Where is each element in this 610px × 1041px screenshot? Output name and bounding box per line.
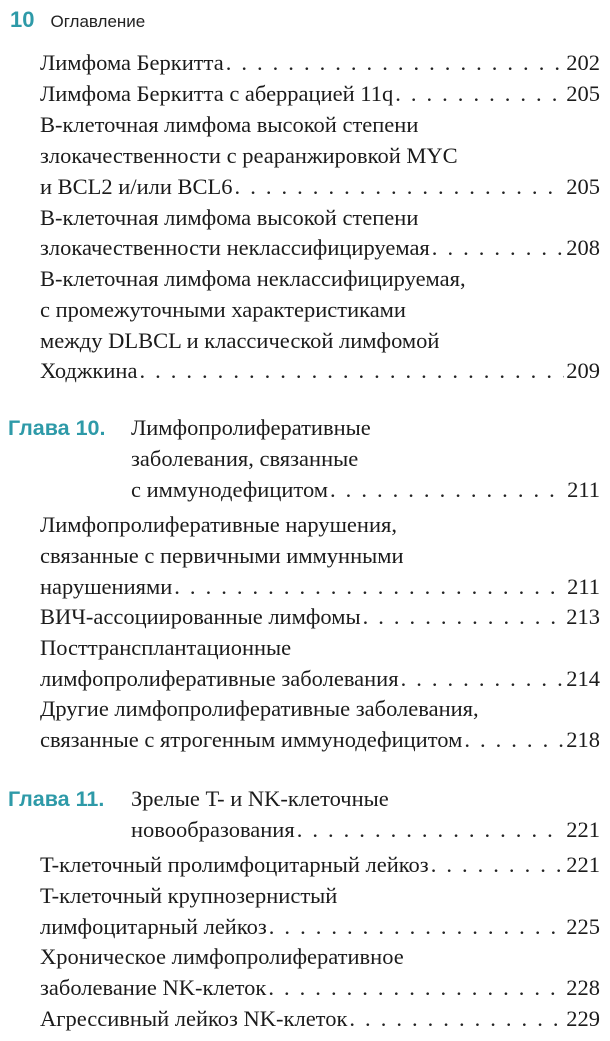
toc-entry-line[interactable]: T-клеточный крупнозернистый xyxy=(40,883,338,908)
chapter-entry[interactable]: с иммунодефицитом . . . 211 xyxy=(131,475,600,505)
toc-page-ref: 221 xyxy=(566,852,600,877)
toc-entry[interactable]: T-клеточный пролимфоцитарный лейкоз . . . 221 xyxy=(40,850,600,880)
chapter-title-line[interactable]: заболевания, связанные xyxy=(131,446,359,471)
toc-entry[interactable]: Лимфома Беркитта . . . 202 xyxy=(40,48,600,78)
toc-entry[interactable]: Лимфома Беркитта с аберрацией 11q . . . 205 xyxy=(40,79,600,109)
toc-page-ref: 214 xyxy=(566,666,600,691)
toc-page-ref: 213 xyxy=(566,604,600,629)
toc-entry-line[interactable]: злокачественности с реаранжировкой MYC xyxy=(40,143,458,168)
toc-entry-line[interactable]: Лимфопролиферативные нарушения, xyxy=(40,512,397,537)
toc-entry[interactable]: лимфопролиферативные заболевания . . . 214 xyxy=(40,664,600,694)
toc-entry-line[interactable]: между DLBCL и классической лимфомой xyxy=(40,328,440,353)
running-head-title: Оглавление xyxy=(50,12,146,31)
toc-entry-line[interactable]: Посттрансплантационные xyxy=(40,635,292,660)
toc-page-ref: 225 xyxy=(566,914,600,939)
toc-entry-line[interactable]: B-клеточная лимфома неклассифицируемая, xyxy=(40,266,466,291)
toc-page-ref: 221 xyxy=(566,817,600,842)
toc-page-ref: 205 xyxy=(566,81,600,106)
toc-entry-line[interactable]: Другие лимфопролиферативные заболевания, xyxy=(40,696,479,721)
toc-page-ref: 208 xyxy=(566,235,600,260)
toc-page-ref: 229 xyxy=(566,1006,600,1031)
toc-page-ref: 218 xyxy=(566,727,600,752)
toc-page-ref: 211 xyxy=(567,574,600,599)
running-head xyxy=(10,7,145,33)
toc-page-ref: 202 xyxy=(566,50,600,75)
toc-entry-line[interactable]: Хроническое лимфопролиферативное xyxy=(40,944,404,969)
toc-entry[interactable]: Ходжкина . . . 209 xyxy=(40,356,600,386)
toc-entry[interactable]: Агрессивный лейкоз NK-клеток . . . 229 xyxy=(40,1004,600,1034)
toc-page-ref: 205 xyxy=(566,174,600,199)
toc-entry[interactable]: и BCL2 и/или BCL6 . . . 205 xyxy=(40,172,600,202)
toc-entry-line[interactable]: B-клеточная лимфома высокой степени xyxy=(40,205,419,230)
toc-entry-line[interactable]: B-клеточная лимфома высокой степени xyxy=(40,112,419,137)
chapter-entry[interactable]: новообразования . . . 221 xyxy=(131,815,600,845)
toc-entry[interactable]: ВИЧ-ассоциированные лимфомы . . . 213 xyxy=(40,602,600,632)
toc-entry-line[interactable]: связанные с первичными иммунными xyxy=(40,543,404,568)
toc-entry-line[interactable]: с промежуточными характеристиками xyxy=(40,297,406,322)
chapter-label: Глава 10. xyxy=(8,416,106,440)
toc-entry[interactable]: связанные с ятрогенным иммунодефицитом . . . 218 xyxy=(40,725,600,755)
page-number: 10 xyxy=(10,7,35,32)
toc-page-ref: 228 xyxy=(566,975,600,1000)
toc-page-ref: 209 xyxy=(566,358,600,383)
chapter-title-line[interactable]: Лимфопролиферативные xyxy=(131,415,371,440)
toc-entry[interactable]: заболевание NK-клеток . . . 228 xyxy=(40,973,600,1003)
chapter-title-line[interactable]: Зрелые T- и NK-клеточные xyxy=(131,786,389,811)
chapter-label: Глава 11. xyxy=(8,787,105,811)
toc-page-ref: 211 xyxy=(567,477,600,502)
toc-entry[interactable]: нарушениями . . . 211 xyxy=(40,572,600,602)
toc-entry[interactable]: злокачественности неклассифицируемая . . . 208 xyxy=(40,233,600,263)
toc-entry[interactable]: лимфоцитарный лейкоз . . . 225 xyxy=(40,912,600,942)
